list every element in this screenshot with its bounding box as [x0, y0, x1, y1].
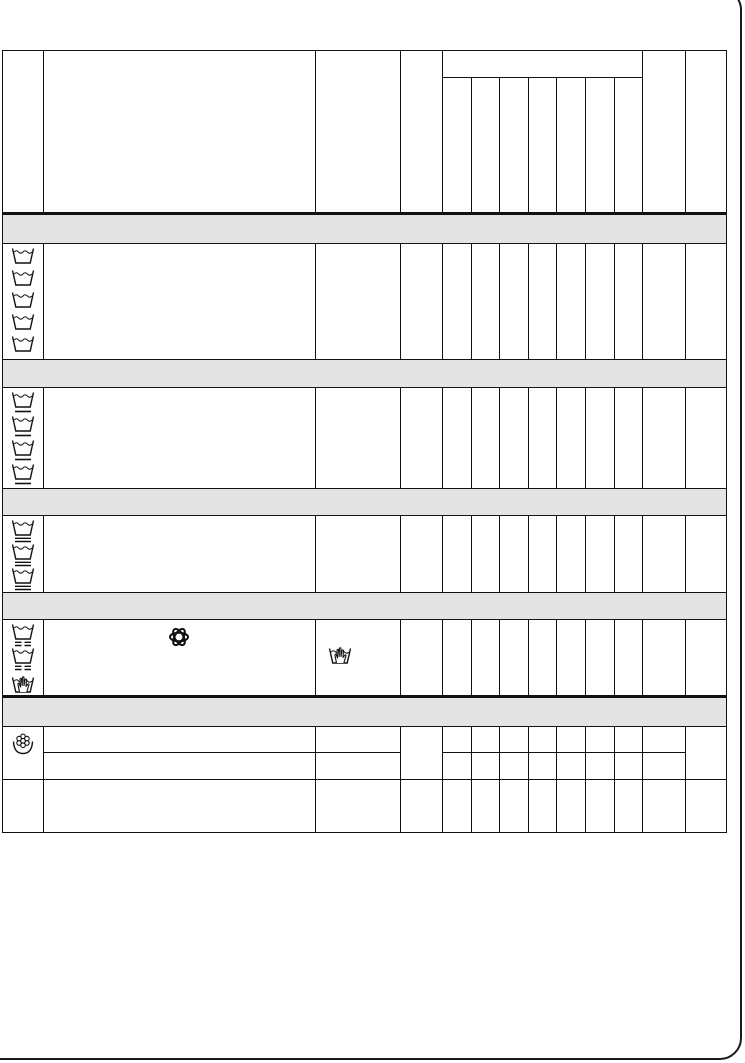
table-cell: [44, 388, 316, 489]
table-cell: [500, 620, 529, 697]
table-cell: [401, 727, 443, 780]
table-cell: [643, 780, 686, 833]
symbol-cell: [3, 727, 44, 780]
table-cell: [500, 516, 529, 593]
table-cell: [586, 753, 615, 780]
table-cell: [529, 388, 557, 489]
table-cell: [472, 727, 500, 753]
table-cell: [401, 244, 443, 360]
table-cell: [44, 727, 316, 753]
header-cell: [316, 51, 401, 214]
table-cell: [472, 388, 500, 489]
wash-tub-dashed-underline-icon: [11, 623, 35, 647]
table-cell: [500, 753, 529, 780]
wash-tub-icon: [11, 313, 35, 331]
wash-tub-icon: [11, 269, 35, 287]
table-cell: [500, 727, 529, 753]
wash-tub-dashed-underline-icon: [11, 647, 35, 671]
table-row: [3, 244, 727, 360]
table-cell: [643, 388, 686, 489]
table-row: [3, 780, 727, 833]
table-cell: [615, 516, 643, 593]
table-cell: [615, 780, 643, 833]
table-cell: [472, 780, 500, 833]
table-cell: [686, 388, 727, 489]
table-cell: [615, 620, 643, 697]
section-band: [3, 360, 727, 388]
header-row: [3, 51, 727, 78]
symbol-cell: [3, 620, 44, 697]
table-cell: [557, 620, 586, 697]
table-cell: [44, 620, 316, 697]
symbol-cell: [3, 244, 44, 360]
table-cell: [615, 244, 643, 360]
table-cell: [557, 388, 586, 489]
table-cell: [586, 388, 615, 489]
table-cell: [316, 727, 401, 753]
table-cell: [557, 516, 586, 593]
table-cell: [557, 753, 586, 780]
table-cell: [316, 516, 401, 593]
table-cell: [316, 780, 401, 833]
header-subcell: [472, 78, 500, 214]
symbol-stack: [3, 516, 43, 591]
header-group-cell: [443, 51, 643, 78]
section-band: [3, 214, 727, 244]
table-cell: [401, 516, 443, 593]
table-cell: [472, 620, 500, 697]
header-subcell: [500, 78, 529, 214]
table-cell: [316, 753, 401, 780]
header-subcell: [586, 78, 615, 214]
table-cell: [443, 780, 472, 833]
table-cell: [686, 516, 727, 593]
table-cell: [586, 516, 615, 593]
table-cell: [401, 620, 443, 697]
table-row: [3, 620, 727, 697]
symbol-cell: [3, 516, 44, 593]
header-subcell: [557, 78, 586, 214]
table-cell: [529, 753, 557, 780]
table-cell: [529, 244, 557, 360]
table-cell: [643, 516, 686, 593]
wash-tub-underline-icon: [11, 439, 35, 463]
table-cell: [44, 244, 316, 360]
table-row: [3, 388, 727, 489]
table-cell: [615, 753, 643, 780]
table-cell: [500, 388, 529, 489]
symbol-stack: [3, 244, 43, 353]
table-cell: [401, 780, 443, 833]
wash-tub-icon: [11, 291, 35, 309]
table-cell: [686, 620, 727, 697]
header-cell: [643, 51, 686, 214]
table-cell: [44, 780, 316, 833]
wash-tub-double-underline-icon: [11, 519, 35, 543]
section-band-cell: [3, 214, 727, 244]
table-cell: [500, 780, 529, 833]
table-cell: [643, 753, 686, 780]
symbol-stack: [3, 620, 43, 695]
table-row: [3, 516, 727, 593]
table-cell: [643, 244, 686, 360]
section-band-cell: [3, 489, 727, 516]
table-cell: [443, 388, 472, 489]
table-cell: [401, 388, 443, 489]
table-cell: [586, 620, 615, 697]
header-subcell: [529, 78, 557, 214]
table-cell: [500, 244, 529, 360]
table-cell: [443, 727, 472, 753]
program-table: [2, 50, 727, 833]
section-band: [3, 593, 727, 620]
table-cell: [615, 727, 643, 753]
table-cell: [586, 780, 615, 833]
table-cell: [615, 388, 643, 489]
table-cell: [44, 516, 316, 593]
wash-tub-icon: [11, 247, 35, 265]
table-cell: [586, 244, 615, 360]
section-band: [3, 697, 727, 727]
table-row: [3, 753, 727, 780]
table-cell: [443, 753, 472, 780]
wash-tub-underline-icon: [11, 391, 35, 415]
header-subcell: [443, 78, 472, 214]
hand-wash-icon: [11, 671, 35, 695]
hand-wash-icon: [328, 642, 400, 666]
symbol-stack: [3, 388, 43, 487]
table-cell: [472, 244, 500, 360]
table-cell: [586, 727, 615, 753]
header-subcell: [615, 78, 643, 214]
table-cell: [472, 753, 500, 780]
table-cell: [316, 244, 401, 360]
table-cell: [443, 620, 472, 697]
table-cell: [529, 727, 557, 753]
table-cell: [316, 388, 401, 489]
table-cell: [643, 727, 686, 753]
header-cell: [3, 51, 44, 214]
table-cell: [529, 620, 557, 697]
wash-tub-underline-icon: [11, 463, 35, 487]
table-cell: [529, 780, 557, 833]
table-cell: [557, 780, 586, 833]
woolmark-icon: [168, 626, 315, 648]
table-cell: [557, 244, 586, 360]
section-band-cell: [3, 360, 727, 388]
header-cell: [44, 51, 316, 214]
flower-icon: [11, 733, 35, 755]
header-cell: [686, 51, 727, 214]
table-cell: [44, 753, 316, 780]
symbol-cell: [3, 388, 44, 489]
symbol-stack: [3, 727, 43, 755]
table-cell: [529, 516, 557, 593]
section-band: [3, 489, 727, 516]
wash-tub-icon: [11, 335, 35, 353]
table-cell: [686, 780, 727, 833]
table-cell: [686, 244, 727, 360]
table-cell: [472, 516, 500, 593]
wash-tub-double-underline-icon: [11, 543, 35, 567]
symbol-cell: [3, 780, 44, 833]
table-cell: [443, 244, 472, 360]
header-cell: [401, 51, 443, 214]
wash-tub-double-underline-icon: [11, 567, 35, 591]
wash-tub-underline-icon: [11, 415, 35, 439]
section-band-cell: [3, 697, 727, 727]
table-cell: [557, 727, 586, 753]
section-band-cell: [3, 593, 727, 620]
table-cell: [643, 620, 686, 697]
table-cell: [686, 727, 727, 780]
table-row: [3, 727, 727, 753]
table-cell: [316, 620, 401, 697]
table-cell: [443, 516, 472, 593]
